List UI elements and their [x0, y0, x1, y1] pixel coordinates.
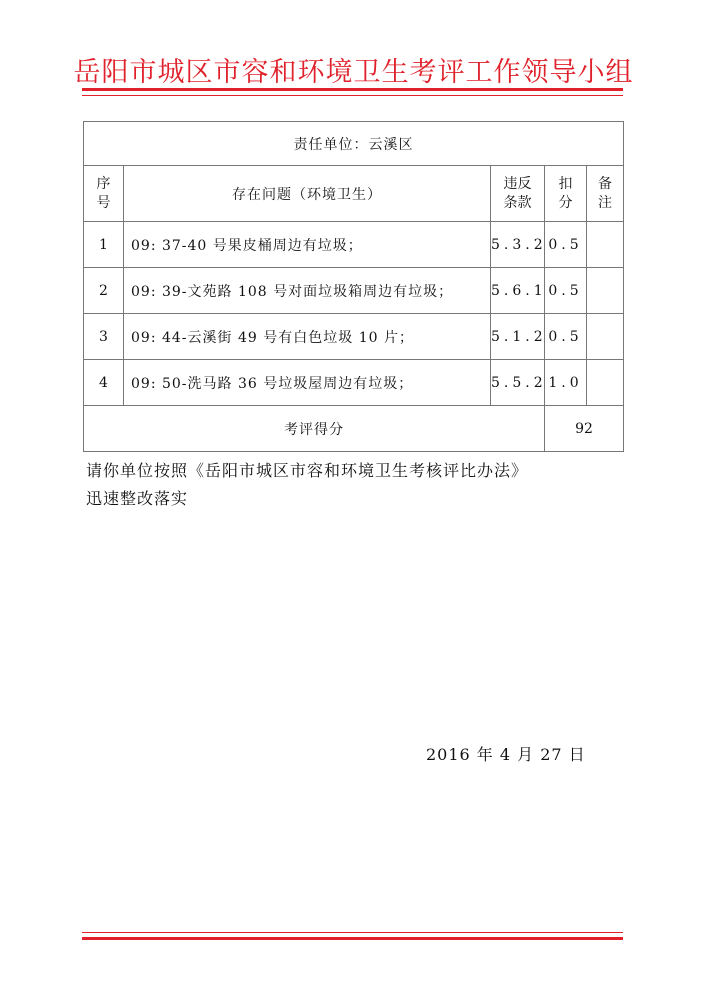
score-row [84, 406, 624, 452]
row-no: 4 [84, 360, 124, 406]
table-row [84, 268, 624, 314]
letterhead-title: 岳阳市城区市容和环境卫生考评工作领导小组 [73, 57, 634, 88]
unit-label-cell [84, 122, 624, 166]
row-deduct: 0.5 [545, 222, 587, 268]
footer-rule-thin [82, 932, 623, 933]
row-issue: 09: 44-云溪街 49 号有白色垃圾 10 片； [124, 314, 491, 360]
notice-line-1: 请你单位按照《岳阳市城区市容和环境卫生考核评比办法》 [86, 461, 529, 480]
row-deduct: 1.0 [545, 360, 587, 406]
document-date: 2016 年 4 月 27 日 [426, 745, 586, 764]
row-no: 1 [84, 222, 124, 268]
inspection-table [83, 121, 624, 452]
row-no: 3 [84, 314, 124, 360]
col-header-issue: 存在问题（环境卫生） [124, 166, 491, 222]
row-remark [587, 222, 624, 268]
row-no: 2 [84, 268, 124, 314]
col-header-deduct: 扣 分 [545, 166, 587, 222]
row-deduct: 0.5 [545, 268, 587, 314]
row-clause: 5.3.2 [491, 222, 545, 268]
header-rule-thick [82, 88, 623, 91]
table-header-row [84, 166, 624, 222]
col-header-no: 序 号 [84, 166, 124, 222]
row-remark [587, 360, 624, 406]
col-header-remark: 备 注 [587, 166, 624, 222]
header-rule-thin [82, 95, 623, 96]
col-header-clause: 违反 条款 [491, 166, 545, 222]
table-row [84, 360, 624, 406]
table-row [84, 314, 624, 360]
row-clause: 5.6.1 [491, 268, 545, 314]
row-clause: 5.1.2 [491, 314, 545, 360]
table-row [84, 222, 624, 268]
score-value: 92 [545, 406, 624, 452]
row-deduct: 0.5 [545, 314, 587, 360]
row-remark [587, 268, 624, 314]
responsible-unit: 责任单位：云溪区 [293, 136, 414, 153]
score-label: 考评得分 [84, 406, 545, 452]
rectification-notice [86, 457, 646, 513]
row-remark [587, 314, 624, 360]
row-issue: 09: 39-文苑路 108 号对面垃圾箱周边有垃圾； [124, 268, 491, 314]
footer-rule-thick [82, 937, 623, 940]
row-clause: 5.5.2 [491, 360, 545, 406]
row-issue: 09: 37-40 号果皮桶周边有垃圾； [124, 222, 491, 268]
notice-line-2: 迅速整改落实 [86, 489, 189, 508]
row-issue: 09: 50-洗马路 36 号垃圾屋周边有垃圾； [124, 360, 491, 406]
